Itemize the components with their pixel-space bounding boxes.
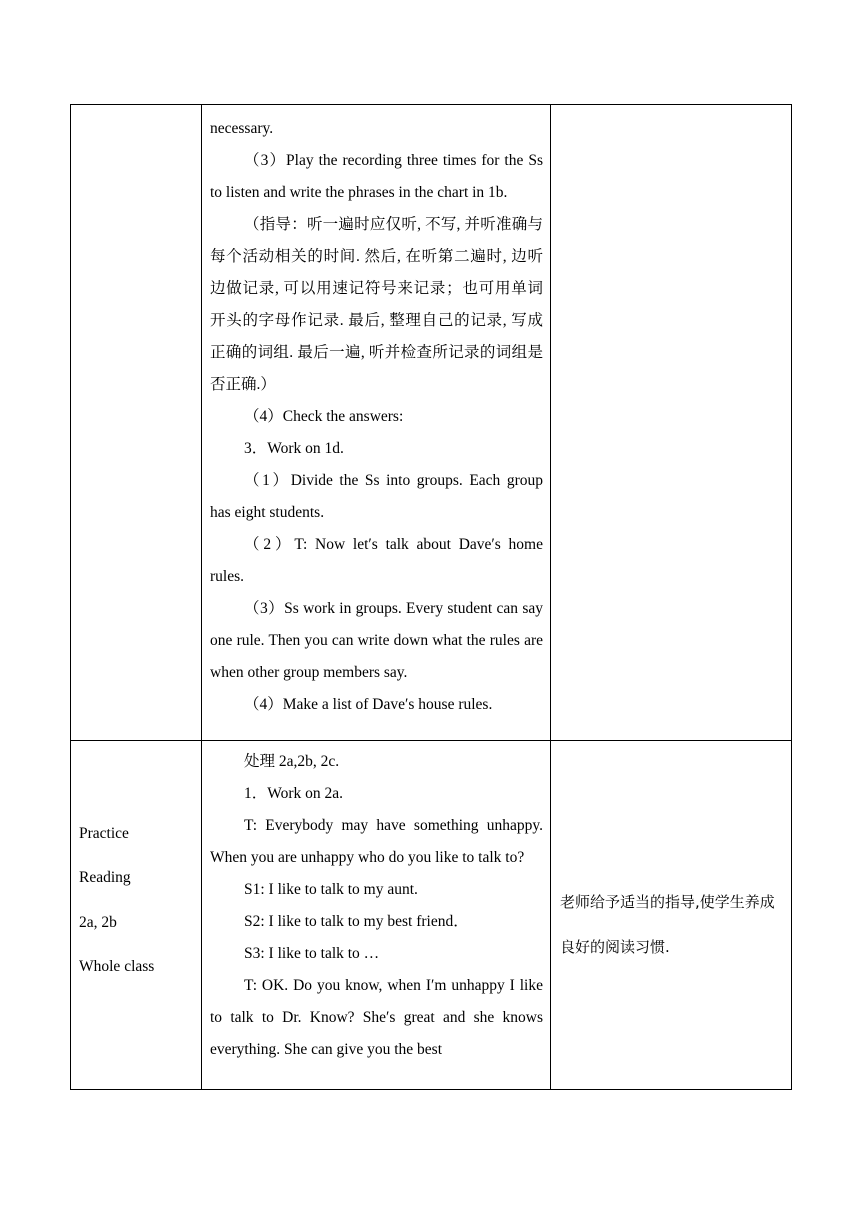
procedure-text — [202, 741, 550, 1066]
table-row — [71, 741, 792, 1090]
lesson-plan-table — [70, 104, 792, 1090]
paragraph: （4）Check the answers: — [244, 408, 404, 425]
paragraph: necessary. — [210, 120, 274, 137]
paragraph: （1）Divide the Ss into groups. Each group has eight students. — [210, 472, 543, 521]
paragraph: （3）Ss work in groups. Every student can say one rule. Then you can write down what the rules are when other group members say. — [210, 600, 543, 681]
paragraph: S1: I like to talk to my aunt. — [244, 881, 418, 898]
teacher-note: 老师给予适当的指导,使学生养成良好的阅读习惯. — [560, 893, 775, 956]
paragraph: （指导：听一遍时应仅听, 不写, 并听准确与每个活动相关的时间. 然后, 在听第二遍时, 边听边做记录, 可以用速记符号来记录；也可用单词开头的字母作记录. 最后, 整理自己的记录, 写成正确的词组. 最后一遍, 听并检查所记录的词组是否正确.） — [210, 216, 543, 393]
paragraph: （3）Play the recording three times for the Ss to listen and write the phrases in the chart in 1b. — [210, 152, 543, 201]
stage-cell — [71, 105, 202, 741]
note-cell — [551, 105, 792, 741]
paragraph: （4）Make a list of Dave′s house rules. — [244, 696, 493, 713]
stage-label: Whole class — [79, 957, 155, 975]
paragraph: 3．Work on 1d. — [244, 440, 344, 457]
paragraph: S3: I like to talk to … — [244, 945, 380, 962]
stage-label: 2a, 2b — [79, 913, 117, 931]
procedure-cell — [202, 105, 551, 741]
note-cell — [551, 741, 792, 1090]
paragraph: T: Everybody may have something unhappy. When you are unhappy who do you like to talk to? — [210, 817, 543, 866]
procedure-cell — [202, 741, 551, 1090]
paragraph: 1．Work on 2a. — [244, 785, 344, 802]
paragraph: （2）T: Now let′s talk about Dave′s home rules. — [210, 536, 543, 585]
paragraph: 处理 2a,2b, 2c. — [244, 753, 340, 770]
procedure-text — [202, 105, 550, 721]
paragraph: T: OK. Do you know, when I′m unhappy I like to talk to Dr. Know? She′s great and she knows everything. She can give you the best — [210, 977, 543, 1058]
stage-cell — [71, 741, 202, 1090]
table-row — [71, 105, 792, 741]
stage-label: Reading — [79, 869, 131, 887]
stage-labels — [71, 741, 201, 978]
stage-label: Practice — [79, 825, 129, 842]
paragraph: S2: I like to talk to my best friend． — [244, 913, 469, 930]
